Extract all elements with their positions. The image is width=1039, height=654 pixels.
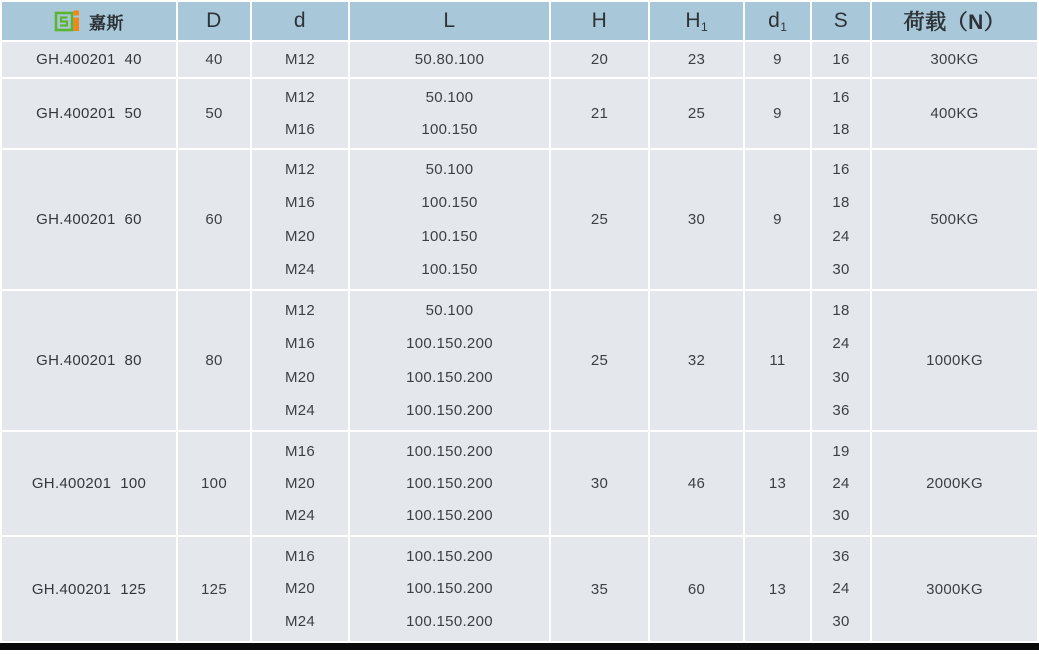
load-cell: 1000KG [872, 291, 1037, 430]
model-cell: GH.400201 80 [2, 291, 176, 430]
D-cell: 125 [178, 537, 250, 641]
d1-cell: 13 [745, 432, 810, 535]
col-header-H [551, 2, 648, 40]
cell-value: M20 [284, 368, 316, 386]
cell-value: M12 [284, 89, 316, 107]
cell-value: 16 [832, 51, 850, 68]
thread-d-cell [252, 150, 348, 289]
d1-cell: 11 [745, 291, 810, 430]
cell-value: M24 [284, 507, 316, 525]
model-cell: GH.400201 125 [2, 537, 176, 641]
cell-value: M24 [284, 401, 316, 419]
H-cell: 25 [551, 291, 648, 430]
S-cell [812, 432, 870, 535]
thread-d-cell [252, 537, 348, 641]
col-header-d [252, 2, 348, 40]
cell-value: 36 [832, 547, 850, 565]
cell-value: M12 [284, 302, 316, 320]
cell-value: 100.150 [421, 120, 478, 138]
D-cell: 50 [178, 79, 250, 148]
cell-value: 100.150.200 [406, 507, 493, 525]
model-cell: GH.400201 60 [2, 150, 176, 289]
table-row [2, 432, 1037, 535]
cell-value: 30 [832, 613, 850, 631]
cell-value: 30 [832, 368, 850, 386]
cell-value: 100.150 [421, 194, 478, 212]
H1-cell: 32 [650, 291, 743, 430]
S-cell [812, 291, 870, 430]
cell-value: 16 [832, 89, 850, 107]
col-header-label: d [293, 9, 307, 32]
col-header-label: L [443, 9, 456, 32]
col-header-subscript: 1 [700, 19, 708, 34]
col-header-label: D [206, 9, 222, 32]
H-cell: 20 [551, 42, 648, 77]
cell-value: 24 [832, 227, 850, 245]
D-cell: 100 [178, 432, 250, 535]
col-header-H1 [650, 2, 743, 40]
cell-value: 30 [832, 507, 850, 525]
col-header-D [178, 2, 250, 40]
table-header-row [2, 2, 1037, 40]
H1-cell: 46 [650, 432, 743, 535]
load-cell: 400KG [872, 79, 1037, 148]
d1-cell: 9 [745, 42, 810, 77]
H1-cell: 60 [650, 537, 743, 641]
cell-value: M16 [284, 120, 316, 138]
thread-d-cell [252, 432, 348, 535]
bottom-divider-bar [0, 643, 1039, 650]
cell-value: 100.150.200 [406, 368, 493, 386]
d1-cell: 9 [745, 150, 810, 289]
cell-value: 36 [832, 401, 850, 419]
cell-value: 100.150 [421, 260, 478, 278]
d1-cell: 13 [745, 537, 810, 641]
load-cell: 2000KG [872, 432, 1037, 535]
cell-value: M12 [284, 161, 316, 179]
load-cell: 300KG [872, 42, 1037, 77]
length-L-cell [350, 432, 549, 535]
col-header-label: H [591, 9, 608, 32]
cell-value: 50.100 [425, 161, 474, 179]
S-cell [812, 150, 870, 289]
table-row [2, 537, 1037, 641]
cell-value: 24 [832, 474, 850, 492]
D-cell: 40 [178, 42, 250, 77]
load-cell: 3000KG [872, 537, 1037, 641]
thread-d-cell [252, 291, 348, 430]
col-header-subscript: 1 [780, 19, 787, 34]
cell-value: 24 [832, 580, 850, 598]
model-cell: GH.400201 50 [2, 79, 176, 148]
model-cell: GH.400201 40 [2, 42, 176, 77]
cell-value: M12 [284, 51, 316, 68]
col-header-d1 [745, 2, 810, 40]
cell-value: 50.100 [425, 302, 474, 320]
cell-value: M24 [284, 260, 316, 278]
S-cell [812, 79, 870, 148]
cell-value: 30 [832, 260, 850, 278]
load-cell: 500KG [872, 150, 1037, 289]
cell-value: 100.150.200 [406, 335, 493, 353]
length-L-cell [350, 291, 549, 430]
cell-value: 100.150.200 [406, 580, 493, 598]
col-header-label: d [768, 9, 781, 32]
S-cell [812, 537, 870, 641]
cell-value: 100.150.200 [406, 613, 493, 631]
col-header-label: S [833, 9, 849, 32]
H1-cell: 30 [650, 150, 743, 289]
col-header-label: 荷载（N） [903, 11, 1006, 34]
model-cell: GH.400201 100 [2, 432, 176, 535]
cell-value: 100.150.200 [406, 442, 493, 460]
cell-value: 19 [832, 442, 850, 460]
H-cell: 30 [551, 432, 648, 535]
cell-value: M16 [284, 547, 316, 565]
cell-value: M20 [284, 227, 316, 245]
S-cell [812, 42, 870, 77]
D-cell: 80 [178, 291, 250, 430]
spec-sheet [0, 2, 1039, 650]
col-header-label: H [685, 9, 701, 32]
col-header-S [812, 2, 870, 40]
length-L-cell [350, 79, 549, 148]
d1-cell: 9 [745, 79, 810, 148]
cell-value: M24 [284, 613, 316, 631]
cell-value: 16 [832, 161, 850, 179]
length-L-cell [350, 42, 549, 77]
cell-value: 50.80.100 [414, 51, 485, 68]
D-cell: 60 [178, 150, 250, 289]
col-header-load [872, 2, 1037, 40]
H-cell: 25 [551, 150, 648, 289]
cell-value: 24 [832, 335, 850, 353]
table-row [2, 150, 1037, 289]
cell-value: 50.100 [425, 89, 474, 107]
cell-value: M16 [284, 442, 316, 460]
H1-cell: 25 [650, 79, 743, 148]
length-L-cell [350, 150, 549, 289]
cell-value: 100.150.200 [406, 547, 493, 565]
length-L-cell [350, 537, 549, 641]
brand-header-cell [2, 2, 176, 40]
cell-value: M16 [284, 194, 316, 212]
cell-value: 18 [832, 302, 850, 320]
cell-value: 100.150.200 [406, 401, 493, 419]
cell-value: 18 [832, 194, 850, 212]
cell-value: M20 [284, 580, 316, 598]
brand-name: 嘉斯 [89, 13, 124, 33]
thread-d-cell [252, 79, 348, 148]
cell-value: 100.150.200 [406, 474, 493, 492]
H-cell: 21 [551, 79, 648, 148]
cell-value: 100.150 [421, 227, 478, 245]
cell-value: M20 [284, 474, 316, 492]
brand-logo-icon [54, 8, 81, 35]
thread-d-cell [252, 42, 348, 77]
table-row [2, 291, 1037, 430]
table-row [2, 79, 1037, 148]
cell-value: M16 [284, 335, 316, 353]
H1-cell: 23 [650, 42, 743, 77]
spec-table [2, 2, 1037, 641]
col-header-L [350, 2, 549, 40]
cell-value: 18 [832, 120, 850, 138]
table-row [2, 42, 1037, 77]
H-cell: 35 [551, 537, 648, 641]
